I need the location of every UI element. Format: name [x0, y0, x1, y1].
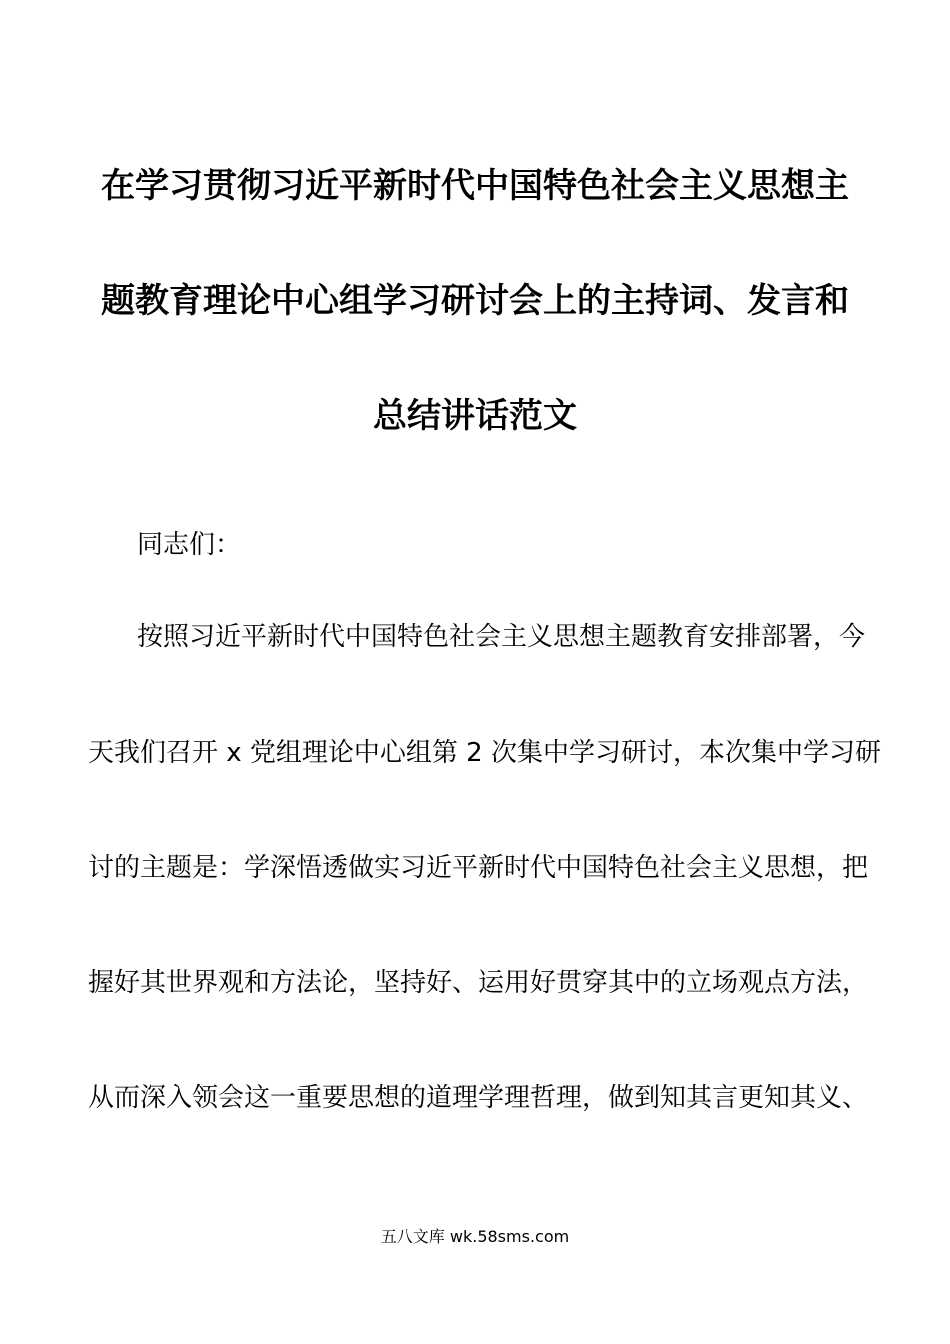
title-line-3: 总结讲话范文 [373, 396, 577, 436]
greeting: 同志们： [137, 530, 242, 560]
title-line-2: 题教育理论中心组学习研讨会上的主持词、发言和 [101, 281, 849, 321]
footer-watermark: 五八文库 wk.58sms.com [380, 1227, 570, 1246]
body-line-1: 按照习近平新时代中国特色社会主义思想主题教育安排部署，今 [137, 622, 866, 652]
body-line-2: 天我们召开 x 党组理论中心组第 2 次集中学习研讨，本次集中学习研 [88, 738, 881, 768]
body-line-5: 从而深入领会这一重要思想的道理学理哲理，做到知其言更知其义、 [88, 1083, 869, 1113]
title-line-1: 在学习贯彻习近平新时代中国特色社会主义思想主 [101, 166, 849, 206]
body-line-3: 讨的主题是：学深悟透做实习近平新时代中国特色社会主义思想，把 [88, 853, 869, 883]
body-line-4: 握好其世界观和方法论，坚持好、运用好贯穿其中的立场观点方法， [88, 968, 869, 998]
